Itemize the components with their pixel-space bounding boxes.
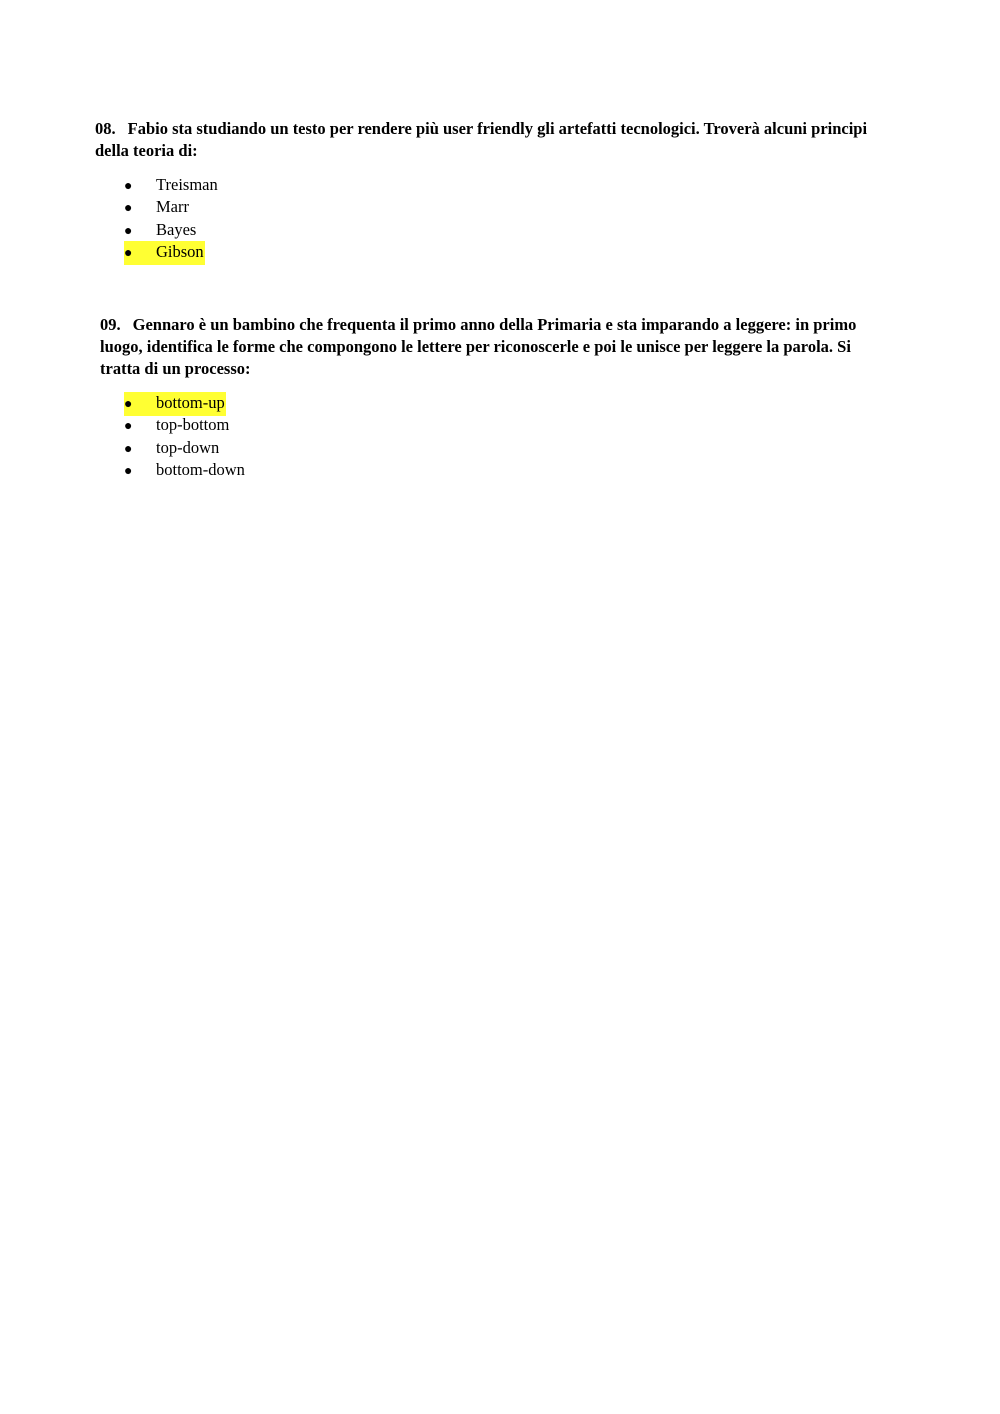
question-08 bbox=[95, 118, 895, 263]
question-text bbox=[95, 118, 895, 162]
answer-option bbox=[95, 414, 895, 436]
answer-option-content bbox=[124, 241, 205, 265]
answer-label: top-down bbox=[156, 437, 220, 457]
answer-label: Gibson bbox=[156, 241, 204, 261]
answer-option-content bbox=[124, 196, 190, 220]
answer-label: top-bottom bbox=[156, 415, 230, 435]
bullet-icon: ● bbox=[124, 397, 133, 412]
answer-option-highlighted bbox=[95, 241, 895, 263]
answer-option bbox=[95, 196, 895, 218]
question-text bbox=[95, 314, 895, 380]
answer-label: Bayes bbox=[156, 219, 197, 239]
answer-label: Treisman bbox=[156, 175, 218, 194]
answer-option-highlighted bbox=[95, 392, 895, 414]
question-body: Fabio sta studiando un testo per rendere più user friendly gli artefatti tecnologici. Troverà alcuni principi della teoria di: bbox=[95, 119, 868, 160]
answer-option bbox=[95, 459, 895, 481]
answer-option-content bbox=[124, 414, 230, 438]
answer-option-content bbox=[124, 459, 246, 483]
answer-option-content bbox=[124, 174, 219, 198]
answer-option-content bbox=[124, 392, 226, 416]
question-body: Gennaro è un bambino che frequenta il primo anno della Primaria e sta imparando a leggere: in primo luogo, identifica le forme che compongono le lettere per riconoscerle e poi le unisce per leggere la parola. Si tratta di un processo: bbox=[100, 315, 857, 378]
bullet-icon: ● bbox=[124, 179, 133, 194]
bullet-icon: ● bbox=[124, 441, 133, 457]
answer-option-content bbox=[124, 437, 220, 461]
answer-list bbox=[95, 174, 895, 263]
answer-label: Marr bbox=[156, 197, 189, 217]
answer-option-content bbox=[124, 219, 197, 243]
question-number: 09. bbox=[100, 315, 121, 334]
answer-label: bottom-up bbox=[156, 393, 225, 412]
answer-option bbox=[95, 219, 895, 241]
bullet-icon: ● bbox=[124, 245, 133, 261]
answer-list bbox=[95, 392, 895, 481]
answer-option bbox=[95, 174, 895, 196]
bullet-icon: ● bbox=[124, 201, 133, 217]
bullet-icon: ● bbox=[124, 223, 133, 239]
bullet-icon: ● bbox=[124, 463, 133, 479]
question-09 bbox=[95, 314, 895, 481]
question-number: 08. bbox=[95, 119, 116, 138]
answer-label: bottom-down bbox=[156, 459, 245, 479]
bullet-icon: ● bbox=[124, 419, 133, 435]
answer-option bbox=[95, 437, 895, 459]
